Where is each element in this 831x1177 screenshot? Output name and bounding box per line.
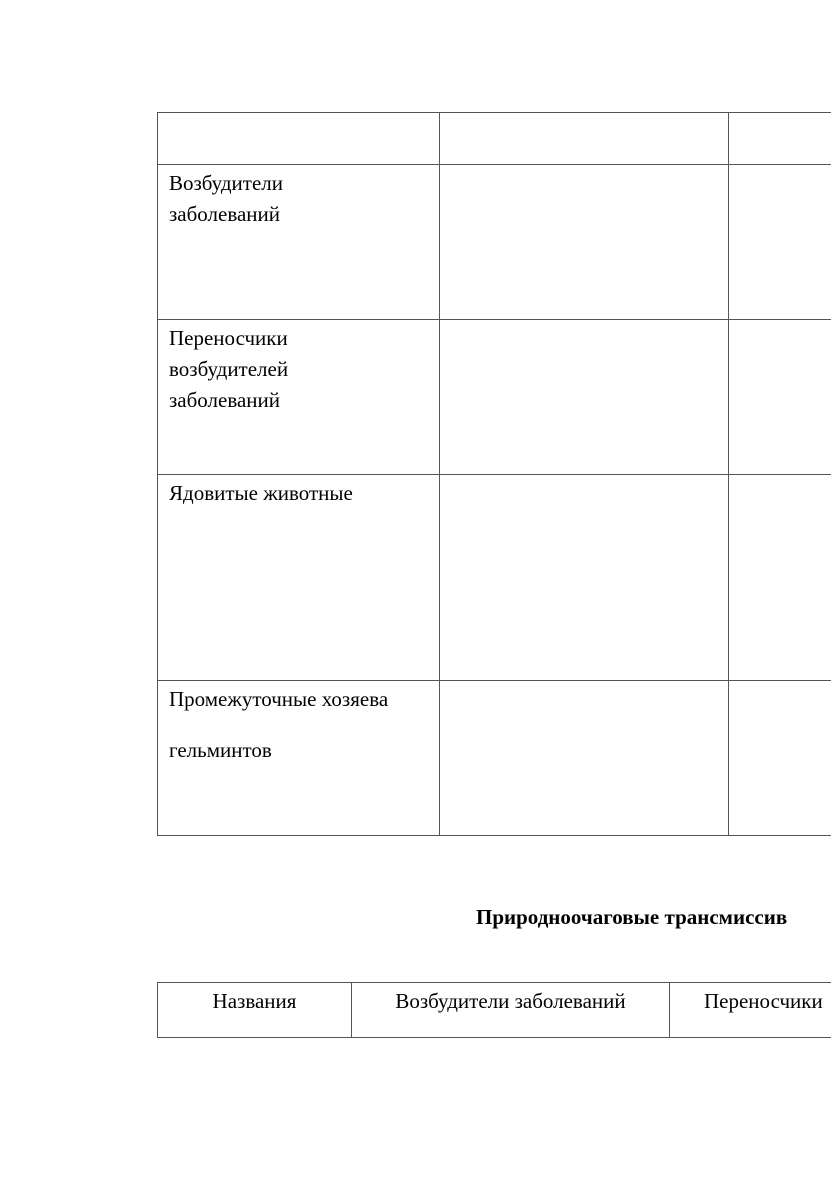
row-label-line: заболеваний xyxy=(169,202,280,226)
table-cell xyxy=(440,320,729,475)
table-cell xyxy=(729,320,831,475)
row-label-cell xyxy=(158,681,440,836)
column-header-vectors: Переносчики xyxy=(670,983,831,1038)
table-row xyxy=(158,681,831,836)
row-label-line: Промежуточные хозяева xyxy=(169,687,389,711)
row-label-line: Ядовитые животные xyxy=(169,481,353,505)
table-cell xyxy=(440,113,729,165)
row-label-line: гельминтов xyxy=(169,738,272,762)
table-cell xyxy=(440,681,729,836)
column-header-pathogens: Возбудители заболеваний xyxy=(352,983,670,1038)
table-row xyxy=(158,165,831,320)
organisms-table xyxy=(157,112,831,836)
row-label-line: возбудителей xyxy=(169,357,289,381)
table-cell xyxy=(729,475,831,681)
row-label-line: Возбудители xyxy=(169,171,284,195)
row-label-cell xyxy=(158,320,440,475)
table-cell xyxy=(729,165,831,320)
table-cell xyxy=(440,475,729,681)
row-label-cell xyxy=(158,165,440,320)
table-row xyxy=(158,320,831,475)
table-cell xyxy=(440,165,729,320)
table-row xyxy=(158,475,831,681)
table-cell xyxy=(729,681,831,836)
diseases-table xyxy=(157,982,831,1038)
table-header-row xyxy=(158,113,831,165)
table-cell xyxy=(729,113,831,165)
row-label-line: заболеваний xyxy=(169,388,280,412)
section-heading: Природноочаговые трансмиссив xyxy=(476,905,788,929)
row-label-line: Переносчики xyxy=(169,326,288,350)
column-header-names: Названия xyxy=(158,983,352,1038)
row-label-cell xyxy=(158,475,440,681)
table-header-row xyxy=(158,983,831,1038)
table-cell xyxy=(158,113,440,165)
